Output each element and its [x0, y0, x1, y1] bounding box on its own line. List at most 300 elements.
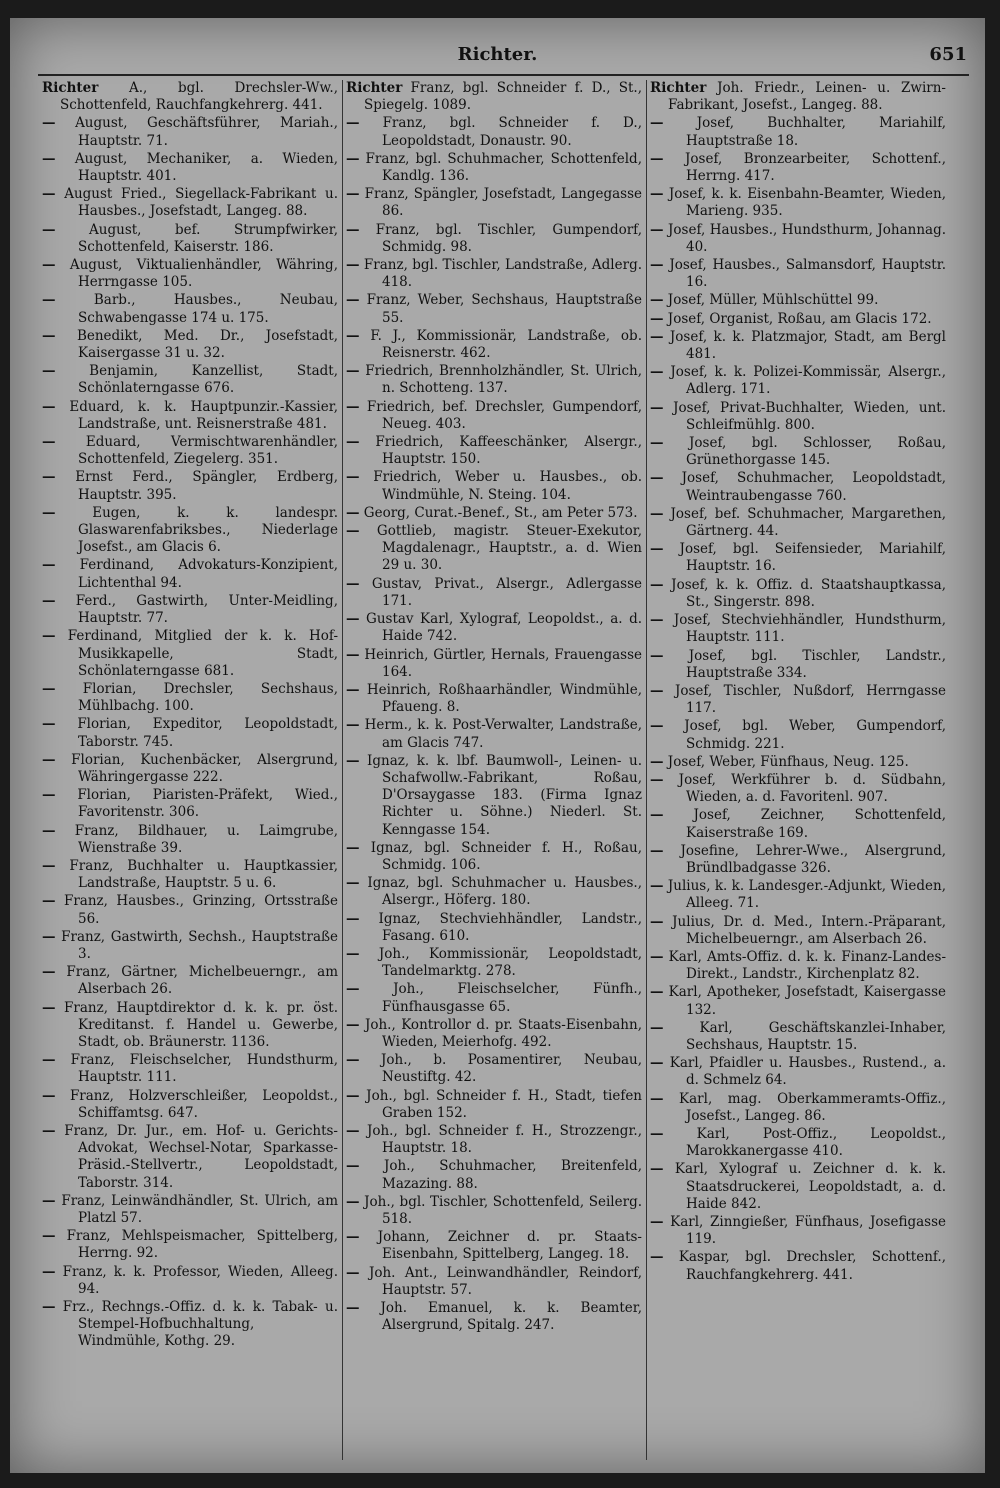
entry-text: Josef, Müller, Mühlschüttel 99.: [667, 292, 879, 309]
directory-entry: [42, 1299, 338, 1351]
entry-surname: —: [42, 150, 56, 167]
entry-surname: —: [650, 1125, 664, 1142]
entry-surname: —: [650, 682, 664, 699]
entry-text: Florian, Piaristen-Präfekt, Wied., Favoritenstr. 306.: [77, 787, 338, 821]
entry-text: Florian, Kuchenbäcker, Alsergrund, Währingergasse 222.: [71, 751, 338, 785]
entry-text: August, Viktualienhändler, Währing, Herrngasse 105.: [69, 257, 338, 291]
directory-entry: [650, 329, 946, 363]
entry-surname: —: [42, 628, 56, 645]
entry-surname: —: [650, 718, 664, 735]
directory-entry: [42, 328, 338, 362]
entry-surname: —: [346, 523, 360, 540]
entry-surname: —: [346, 910, 360, 927]
directory-entry: [650, 1161, 946, 1213]
directory-entry: [42, 80, 338, 114]
entry-surname: —: [650, 913, 664, 930]
entry-surname: —: [346, 1122, 360, 1139]
entry-surname: —: [650, 364, 664, 381]
directory-entry: [346, 434, 642, 468]
entry-text: Florian, Expeditor, Leopoldstadt, Taborstr. 745.: [77, 716, 338, 750]
directory-entry: [346, 911, 642, 945]
entry-text: Joh. Ant., Leinwandhändler, Reindorf, Hauptstr. 57.: [368, 1264, 642, 1298]
entry-text: Joh. Emanuel, k. k. Beamter, Alsergrund, Spitalg. 247.: [380, 1300, 642, 1334]
directory-entry: [650, 311, 946, 328]
entry-surname: —: [650, 1161, 664, 1178]
entry-surname: —: [346, 717, 360, 734]
entry-text: Franz, bgl. Schneider f. D., Leopoldstadt, Donaustr. 90.: [382, 115, 642, 149]
directory-entry: [42, 929, 338, 963]
directory-entry: [346, 399, 642, 433]
directory-entry: [42, 115, 338, 149]
entry-text: August, Mechaniker, a. Wieden, Hauptstr. 401.: [74, 150, 338, 185]
entry-text: Josef, Hausbes., Hundsthurm, Johannag. 40.: [667, 221, 946, 255]
entry-surname: —: [42, 787, 56, 804]
header-rule: [38, 74, 969, 76]
entry-surname: —: [42, 434, 56, 451]
entry-text: Karl, Post-Offiz., Leopoldst., Marokkanergasse 410.: [686, 1125, 946, 1160]
entry-text: Eugen, k. k. landespr. Glaswarenfabriksbes., Niederlage Josefst., am Glacis 6.: [78, 504, 338, 556]
directory-entry: [42, 716, 338, 750]
directory-entry: [346, 257, 642, 291]
entry-text: Franz, Buchhalter u. Hauptkassier, Landstraße, Hauptstr. 5 u. 6.: [69, 857, 338, 892]
entry-surname: —: [346, 434, 360, 451]
entry-text: Ignaz, Stechviehhändler, Landstr., Fasang. 610.: [378, 910, 642, 944]
entry-surname: —: [42, 751, 56, 768]
entry-text: Heinrich, Gürtler, Hernals, Frauengasse 164.: [364, 646, 642, 680]
entry-surname: —: [42, 363, 56, 380]
directory-entry: [346, 328, 642, 362]
entry-text: Karl, Apotheker, Josefstadt, Kaisergasse 132.: [668, 984, 946, 1018]
entry-surname: —: [42, 186, 56, 203]
entry-text: Eduard, Vermischtwarenhändler, Schottenfeld, Ziegelerg. 351.: [78, 434, 338, 468]
directory-entry: [42, 505, 338, 557]
entry-surname: —: [42, 1122, 56, 1139]
entry-text: Gottlieb, magistr. Steuer-Exekutor, Magdalenagr., Hauptstr., a. d. Wien 29 u. 30.: [376, 523, 642, 574]
entry-text: Barb., Hausbes., Neubau, Schwabengasse 174 u. 175.: [78, 292, 338, 326]
directory-entry: [346, 115, 642, 149]
entry-text: Karl, Amts-Offiz. d. k. k. Finanz-Landes-Direkt., Landstr., Kirchenplatz 82.: [668, 948, 946, 983]
directory-entry: [650, 364, 946, 398]
entry-surname: —: [650, 1249, 664, 1266]
entry-surname: —: [42, 504, 56, 521]
directory-entry: [42, 628, 338, 680]
entry-surname: —: [42, 1263, 56, 1280]
directory-entry: [42, 151, 338, 185]
entry-surname: —: [650, 771, 664, 788]
entry-surname: —: [346, 363, 360, 380]
entry-surname: —: [42, 592, 56, 609]
entry-text: Karl, Geschäftskanzlei-Inhaber, Sechshaus, Hauptstr. 15.: [686, 1019, 946, 1053]
directory-entry: [346, 946, 642, 980]
entry-text: Josef, Zeichner, Schottenfeld, Kaiserstraße 169.: [686, 807, 946, 841]
directory-entry: [42, 469, 338, 503]
directory-entry: [650, 541, 946, 575]
entry-surname: —: [346, 221, 360, 238]
directory-entry: [346, 523, 642, 575]
entry-text: Joh., Schuhmacher, Breitenfeld, Mazazing. 88.: [382, 1158, 642, 1192]
entry-text: Ignaz, bgl. Schuhmacher u. Hausbes., Alsergr., Höferg. 180.: [367, 875, 642, 909]
directory-entry: [42, 1088, 338, 1122]
entry-surname: —: [346, 1229, 360, 1246]
directory-entry: [346, 1265, 642, 1299]
entry-surname: —: [42, 257, 56, 274]
directory-entry: [42, 1123, 338, 1192]
directory-entry: [346, 80, 642, 114]
entry-text: Ferd., Gastwirth, Unter-Meidling, Hauptstr. 77.: [75, 592, 338, 627]
entry-text: Karl, Pfaidler u. Hausbes., Rustend., a. d. Schmelz 64.: [669, 1055, 946, 1089]
entry-text: Georg, Curat.-Benef., St., am Peter 573.: [363, 504, 638, 521]
entry-text: Franz, Holzverschleißer, Leopoldst., Schiffamtsg. 647.: [69, 1087, 338, 1121]
column-1: [42, 80, 338, 1460]
entry-surname: —: [346, 115, 360, 132]
entry-text: Josef, Schuhmacher, Leopoldstadt, Weintraubengasse 760.: [681, 470, 946, 504]
entry-surname: —: [346, 1016, 360, 1033]
entry-surname: Richter: [346, 80, 403, 96]
directory-entry: [42, 557, 338, 591]
entry-surname: —: [650, 541, 664, 558]
entry-surname: —: [42, 398, 56, 415]
entry-text: Franz, Dr. Jur., em. Hof- u. Gerichts-Advokat, Wechsel-Notar, Sparkasse-Präsid.-Stellvertr., Leopoldstadt, Taborstr. 314.: [64, 1122, 338, 1191]
entry-text: Franz, Leinwändhändler, St. Ulrich, am Platzl 57.: [61, 1192, 338, 1226]
entry-text: Josef, bgl. Schlosser, Roßau, Grünethorgasse 145.: [686, 435, 946, 469]
entry-surname: —: [42, 1228, 56, 1245]
entry-surname: —: [346, 1158, 360, 1175]
entry-text: Franz, Mehlspeismacher, Spittelberg, Herrng. 92.: [66, 1228, 338, 1262]
entry-surname: —: [42, 928, 56, 945]
entry-text: Josef, Buchhalter, Mariahilf, Hauptstraße 18.: [686, 115, 946, 149]
directory-entry: [42, 292, 338, 326]
entry-surname: —: [346, 646, 360, 663]
entry-text: Josef, k. k. Platzmajor, Stadt, am Bergl 481.: [669, 328, 946, 363]
directory-entry: [42, 1193, 338, 1227]
entry-surname: —: [650, 115, 664, 132]
entry-text: Franz, bgl. Schneider f. D., St., Spiegelg. 1089.: [364, 80, 642, 114]
entry-surname: —: [42, 327, 56, 344]
directory-entry: [650, 949, 946, 983]
directory-entry: [346, 682, 642, 716]
entry-surname: —: [42, 1299, 56, 1316]
entry-text: August, Geschäftsführer, Mariah., Hauptstr. 71.: [75, 115, 338, 149]
entry-text: Kaspar, bgl. Drechsler, Schottenf., Rauchfangkehrerg. 441.: [678, 1249, 946, 1283]
entry-surname: —: [346, 1052, 360, 1069]
entry-text: August, bef. Strumpfwirker, Schottenfeld, Kaiserstr. 186.: [78, 221, 338, 255]
entry-surname: —: [650, 1214, 664, 1230]
directory-entry: [42, 752, 338, 786]
directory-entry: [346, 717, 642, 751]
directory-entry: [346, 1052, 642, 1086]
entry-text: Joh., Kontrollor d. pr. Staats-Eisenbahn, Wieden, Meierhofg. 492.: [364, 1016, 642, 1050]
entry-surname: —: [650, 221, 664, 238]
entry-surname: —: [42, 964, 56, 981]
directory-entry: [650, 914, 946, 948]
directory-entry: [650, 984, 946, 1018]
entry-surname: —: [650, 505, 664, 522]
directory-entry: [346, 222, 642, 256]
entry-text: Franz, bgl. Tischler, Landstraße, Adlerg. 418.: [363, 257, 642, 291]
entry-text: Ignaz, k. k. lbf. Baumwoll-, Leinen- u. Schafwollw.-Fabrikant, Roßau, D'Orsaygasse 183. (Firma Ignaz Richter u. Söhne.) Niederl. St. Kenngasse 154.: [367, 752, 642, 838]
entry-surname: —: [650, 753, 664, 770]
directory-entry: [650, 754, 946, 771]
entry-surname: —: [346, 875, 360, 892]
entry-text: Franz, bgl. Tischler, Gumpendorf, Schmidg. 98.: [375, 221, 642, 255]
column-3: [650, 80, 946, 1460]
entry-text: F. J., Kommissionär, Landstraße, ob. Reisnerstr. 462.: [370, 327, 642, 362]
directory-entry: [346, 1158, 642, 1192]
entry-surname: —: [650, 1019, 664, 1036]
entry-text: Josef, bgl. Seifensieder, Mariahilf, Hauptstr. 16.: [679, 541, 946, 575]
directory-entry: [650, 257, 946, 291]
entry-text: Herm., k. k. Post-Verwalter, Landstraße, am Glacis 747.: [364, 717, 642, 751]
entry-surname: Richter: [42, 80, 99, 96]
entry-surname: —: [42, 469, 56, 486]
entry-surname: —: [650, 842, 664, 859]
entry-surname: —: [42, 115, 56, 132]
entry-surname: —: [42, 822, 56, 839]
directory-entry: [42, 1228, 338, 1262]
running-head: Richter.: [457, 44, 538, 65]
directory-entry: [346, 981, 642, 1015]
directory-entry: [650, 878, 946, 912]
directory-entry: [650, 1020, 946, 1054]
directory-entry: [650, 843, 946, 877]
entry-surname: —: [650, 984, 664, 1001]
entry-surname: —: [650, 647, 664, 664]
entry-text: Josef, bgl. Tischler, Landstr., Hauptstraße 334.: [686, 647, 946, 681]
entry-text: Joh., bgl. Schneider f. H., Strozzengr., Hauptstr. 18.: [366, 1122, 642, 1157]
directory-entry: [42, 823, 338, 857]
entry-text: Franz, Bildhauer, u. Laimgrube, Wienstraße 39.: [74, 822, 338, 856]
entry-surname: —: [42, 716, 56, 733]
entry-surname: —: [650, 1055, 664, 1072]
entry-surname: —: [650, 292, 664, 309]
directory-entry: [346, 753, 642, 839]
entry-surname: —: [346, 945, 360, 962]
directory-entry: [346, 469, 642, 503]
entry-text: Julius, k. k. Landesger.-Adjunkt, Wieden, Alleeg. 71.: [667, 878, 946, 912]
entry-surname: —: [650, 150, 664, 167]
directory-entry: [346, 647, 642, 681]
entry-text: Joh., b. Posamentirer, Neubau, Neustiftg. 42.: [381, 1052, 642, 1086]
entry-text: August Fried., Siegellack-Fabrikant u. Hausbes., Josefstadt, Langeg. 88.: [64, 186, 338, 220]
directory-entry: [650, 400, 946, 434]
entry-text: Friedrich, bef. Drechsler, Gumpendorf, Neueg. 403.: [366, 398, 642, 432]
entry-surname: —: [650, 328, 664, 345]
entry-text: Franz, Fleischselcher, Hundsthurm, Hauptstr. 111.: [70, 1052, 338, 1086]
entry-text: Friedrich, Brennholzhändler, St. Ulrich, n. Schotteng. 137.: [365, 363, 642, 397]
entry-text: Josef, Bronzearbeiter, Schottenf., Herrng. 417.: [685, 150, 946, 185]
entry-text: Josef, k. k. Polizei-Kommissär, Alsergr., Adlerg. 171.: [670, 364, 946, 398]
entry-surname: —: [650, 576, 664, 593]
directory-entry: [42, 186, 338, 220]
entry-text: Josef, Organist, Roßau, am Glacis 172.: [667, 310, 932, 327]
entry-surname: —: [650, 470, 664, 487]
directory-entry: [650, 772, 946, 806]
directory-entry: [42, 964, 338, 998]
directory-entry: [346, 1194, 642, 1228]
directory-page: [10, 18, 985, 1473]
entry-surname: —: [346, 398, 360, 415]
directory-entry: [346, 875, 642, 909]
entry-text: Karl, Xylograf u. Zeichner d. k. k. Staatsdruckerei, Leopoldstadt, a. d. Haide 842.: [674, 1161, 946, 1212]
entry-surname: —: [346, 469, 360, 486]
directory-entry: [650, 683, 946, 717]
entry-text: Ignaz, bgl. Schneider f. H., Roßau, Schmidg. 106.: [370, 839, 642, 873]
entry-text: Joh., Kommissionär, Leopoldstadt, Tandelmarktg. 278.: [378, 945, 642, 980]
entry-text: Franz, Gärtner, Michelbeuerngr., am Alserbach 26.: [66, 964, 338, 998]
directory-entry: [650, 807, 946, 841]
directory-entry: [650, 292, 946, 309]
entry-surname: —: [42, 857, 56, 874]
directory-entry: [42, 893, 338, 927]
entry-text: A., bgl. Drechsler-Ww., Schottenfeld, Rauchfangkehrerg. 441.: [60, 80, 338, 114]
entry-surname: —: [42, 221, 56, 238]
entry-text: Joh., bgl. Tischler, Schottenfeld, Seilerg. 518.: [364, 1193, 642, 1227]
directory-entry: [42, 434, 338, 468]
directory-entry: [346, 840, 642, 874]
entry-surname: —: [346, 257, 360, 274]
entry-text: Johann, Zeichner d. pr. Staats-Eisenbahn, Spittelberg, Langeg. 18.: [377, 1229, 642, 1263]
entry-surname: —: [346, 1193, 360, 1210]
directory-entry: [42, 257, 338, 291]
directory-entry: [42, 1264, 338, 1298]
directory-entry: [346, 292, 642, 326]
entry-surname: —: [650, 310, 664, 327]
directory-entry: [42, 858, 338, 892]
entry-text: Franz, k. k. Professor, Wieden, Alleeg. 94.: [62, 1263, 338, 1297]
directory-entry: [650, 612, 946, 646]
entry-text: Benjamin, Kanzellist, Stadt, Schönlaterngasse 676.: [78, 363, 338, 397]
directory-entry: [42, 1052, 338, 1086]
entry-surname: —: [346, 504, 360, 521]
directory-entry: [650, 435, 946, 469]
directory-entry: [346, 363, 642, 397]
directory-entry: [346, 1229, 642, 1263]
entry-surname: —: [346, 752, 360, 769]
directory-entry: [650, 718, 946, 752]
entry-surname: —: [650, 257, 664, 274]
page-number: 651: [929, 44, 967, 65]
directory-entry: [346, 151, 642, 185]
entry-text: Joh., bgl. Schneider f. H., Stadt, tiefen Graben 152.: [366, 1087, 642, 1121]
entry-surname: —: [42, 999, 56, 1016]
entry-text: Josef, bef. Schuhmacher, Margarethen, Gärtnerg. 44.: [670, 505, 946, 540]
entry-text: Ferdinand, Mitglied der k. k. Hof-Musikkapelle, Stadt, Schönlaterngasse 681.: [67, 628, 338, 679]
entry-text: Franz, Hauptdirektor d. k. k. pr. öst. Kreditanst. f. Handel u. Gewerbe, Stadt, ob. Bräunerstr. 1136.: [64, 999, 338, 1050]
page-header: [10, 44, 985, 74]
entry-surname: —: [346, 839, 360, 856]
entry-text: Julius, Dr. d. Med., Intern.-Präparant, Michelbeuerngr., am Alserbach 26.: [672, 913, 946, 947]
column-divider: [342, 80, 343, 1460]
entry-surname: —: [42, 292, 56, 309]
directory-entry: [650, 151, 946, 185]
directory-entry: [650, 80, 946, 114]
entry-text: Florian, Drechsler, Sechshaus, Mühlbachg. 100.: [78, 680, 338, 715]
entry-surname: —: [346, 150, 360, 167]
directory-entry: [650, 577, 946, 611]
entry-surname: —: [346, 1264, 360, 1281]
column-divider: [646, 80, 647, 1460]
directory-entry: [650, 506, 946, 540]
entry-surname: —: [42, 1192, 56, 1209]
directory-entry: [346, 1300, 642, 1334]
entry-surname: Richter: [650, 80, 707, 96]
directory-entry: [42, 681, 338, 715]
directory-entry: [650, 1055, 946, 1089]
entry-text: Franz, Hausbes., Grinzing, Ortsstraße 56.: [63, 893, 338, 927]
entry-surname: —: [42, 557, 56, 574]
entry-text: Josef, Hausbes., Salmansdorf, Hauptstr. 16.: [669, 257, 946, 291]
entry-surname: —: [346, 575, 360, 592]
directory-entry: [346, 1017, 642, 1051]
entry-surname: —: [42, 893, 56, 910]
directory-entry: [650, 1126, 946, 1160]
entry-surname: —: [42, 680, 56, 697]
entry-text: Benedikt, Med. Dr., Josefstadt, Kaisergasse 31 u. 32.: [76, 327, 338, 362]
entry-text: Franz, Gastwirth, Sechsh., Hauptstraße 3.: [61, 928, 338, 962]
entry-text: Ernst Ferd., Spängler, Erdberg, Hauptstr. 395.: [75, 469, 338, 503]
entry-surname: —: [346, 1087, 360, 1104]
entry-text: Josef, Weber, Fünfhaus, Neug. 125.: [667, 753, 909, 770]
entry-text: Franz, bgl. Schuhmacher, Schottenfeld, Kandlg. 136.: [365, 150, 642, 185]
entry-surname: —: [346, 292, 360, 309]
entry-surname: —: [346, 681, 360, 698]
directory-entry: [42, 222, 338, 256]
entry-text: Heinrich, Roßhaarhändler, Windmühle, Pfaueng. 8.: [366, 681, 642, 716]
entry-surname: —: [650, 948, 664, 965]
directory-entry: [346, 576, 642, 610]
entry-text: Friedrich, Weber u. Hausbes., ob. Windmühle, N. Steing. 104.: [373, 469, 642, 503]
entry-surname: —: [346, 327, 360, 344]
directory-entry: [650, 1249, 946, 1283]
column-2: [346, 80, 642, 1460]
entry-columns: [42, 80, 962, 1460]
entry-surname: —: [346, 186, 360, 203]
directory-entry: [650, 470, 946, 504]
entry-text: Ferdinand, Advokaturs-Konzipient, Lichtenthal 94.: [78, 557, 338, 591]
entry-surname: —: [650, 399, 664, 416]
directory-entry: [650, 115, 946, 149]
entry-text: Eduard, k. k. Hauptpunzir.-Kassier, Landstraße, unt. Reisnerstraße 481.: [69, 398, 338, 432]
entry-surname: —: [346, 611, 360, 628]
entry-text: Josef, k. k. Offiz. d. Staatshauptkassa, St., Singerstr. 898.: [671, 576, 946, 610]
directory-entry: [346, 611, 642, 645]
entry-surname: —: [650, 186, 664, 203]
directory-entry: [650, 186, 946, 220]
directory-entry: [346, 1123, 642, 1157]
entry-text: Joh. Friedr., Leinen- u. Zwirn-Fabrikant, Josefst., Langeg. 88.: [668, 80, 946, 114]
entry-text: Gustav, Privat., Alsergr., Adlergasse 171.: [371, 575, 642, 609]
entry-text: Josef, bgl. Weber, Gumpendorf, Schmidg. 221.: [684, 718, 946, 752]
entry-text: Joh., Fleischselcher, Fünfh., Fünfhausgasse 65.: [382, 981, 642, 1015]
directory-entry: [346, 1088, 642, 1122]
entry-text: Josef, Privat-Buchhalter, Wieden, unt. Schleifmühlg. 800.: [673, 399, 946, 433]
directory-entry: [42, 787, 338, 821]
entry-text: Josef, Werkführer b. d. Südbahn, Wieden, a. d. Favoritenl. 907.: [678, 771, 946, 806]
directory-entry: [42, 363, 338, 397]
entry-text: Josef, k. k. Eisenbahn-Beamter, Wieden, Marieng. 935.: [668, 186, 946, 220]
entry-surname: —: [650, 435, 664, 452]
entry-text: Gustav Karl, Xylograf, Leopoldst., a. d. Haide 742.: [366, 611, 642, 645]
entry-text: Franz, Weber, Sechshaus, Hauptstraße 55.: [366, 292, 642, 326]
directory-entry: [42, 399, 338, 433]
entry-text: Josef, Stechviehhändler, Hundsthurm, Hauptstr. 111.: [673, 612, 946, 646]
entry-surname: —: [346, 981, 360, 998]
directory-entry: [42, 1000, 338, 1052]
directory-entry: [650, 1214, 946, 1248]
entry-text: Josefine, Lehrer-Wwe., Alsergrund, Bründlbadgasse 326.: [680, 842, 946, 876]
entry-surname: —: [42, 1087, 56, 1104]
directory-entry: [42, 593, 338, 627]
